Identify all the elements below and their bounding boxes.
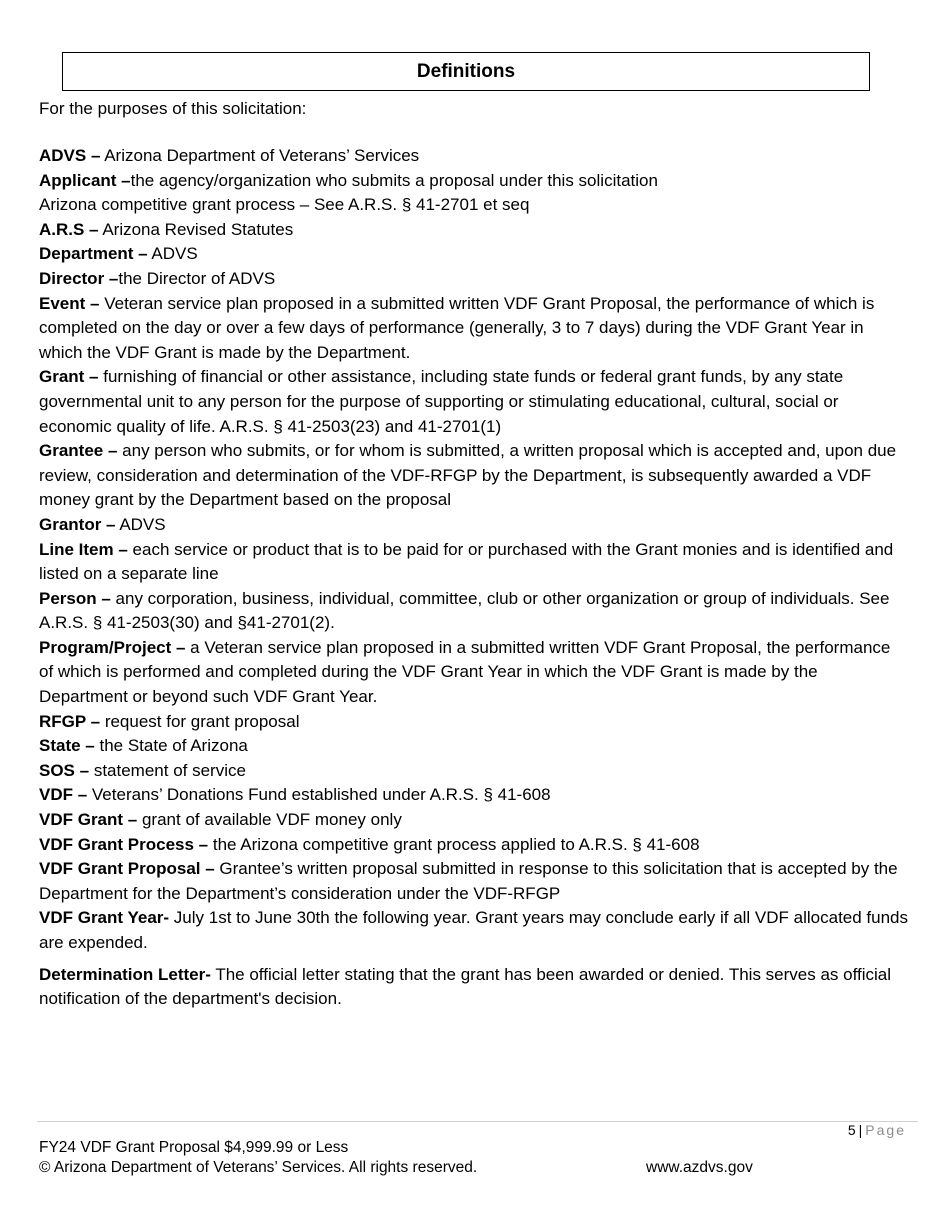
definition-text: grant of available VDF money only	[137, 810, 402, 830]
definition-item	[39, 808, 909, 833]
definition-text: The official letter stating that the grant has been awarded or denied. This serves as official notification of the department's decision.	[39, 964, 892, 1009]
definition-item	[39, 144, 909, 169]
definition-item	[39, 963, 909, 1012]
definition-term: VDF Grant Year-	[39, 908, 170, 928]
definition-text: Veterans’ Donations Fund established under A.R.S. § 41-608	[87, 785, 551, 805]
definition-term: Line Item –	[39, 539, 128, 559]
footer-divider	[37, 1121, 918, 1122]
definition-text: Arizona Department of Veterans’ Services	[100, 146, 420, 165]
definition-item	[39, 587, 909, 636]
definition-term: Grantee –	[39, 441, 118, 461]
definition-term: Event –	[39, 293, 100, 313]
definition-text: any person who submits, or for whom is submitted, a written proposal which is accepted and, upon due review, consideration and determination of the VDF-RFGP by the Department, is subsequently awarded a VDF money grant by the Department based on the proposal	[39, 441, 897, 510]
definition-text: July 1st to June 30th the following year. Grant years may conclude early if all VDF allocated funds are expended.	[39, 908, 909, 952]
page-number-separator: |	[858, 1122, 863, 1138]
definition-text: the agency/organization who submits a proposal under this solicitation	[130, 170, 658, 190]
definition-item	[39, 513, 909, 538]
definition-term: Grant –	[39, 367, 99, 387]
footer-doc-title: FY24 VDF Grant Proposal $4,999.99 or Less	[39, 1139, 349, 1156]
definition-term: SOS –	[39, 760, 90, 780]
definition-item	[39, 857, 909, 906]
definition-text: request for grant proposal	[100, 711, 300, 731]
definition-item	[39, 218, 909, 243]
definition-text: the State of Arizona	[94, 736, 248, 756]
definition-text: any corporation, business, individual, committee, club or other organization or group of individuals. See A.R.S. § 41-2503(30) and §41-2701(2).	[39, 588, 890, 633]
page-label: Page	[865, 1122, 906, 1138]
definition-text: Grantee’s written proposal submitted in response to this solicitation that is accepted by the Department for the Department’s consideration under the VDF-RFGP	[39, 859, 898, 903]
definition-text: a Veteran service plan proposed in a submitted written VDF Grant Proposal, the performance of which is performed and completed during the VDF Grant Year in which the VDF Grant is made by the Department or beyond such VDF Grant Year.	[39, 637, 891, 707]
intro-text: For the purposes of this solicitation:	[39, 99, 307, 118]
definition-text: statement of service	[89, 760, 246, 780]
definition-item	[39, 267, 909, 292]
definition-text: Arizona competitive grant process – See A.R.S. § 41-2701 et seq	[39, 195, 530, 215]
footer-copyright: © Arizona Department of Veterans’ Services. All rights reserved.	[39, 1159, 478, 1176]
definition-item	[39, 783, 909, 808]
definition-term: VDF Grant Proposal –	[39, 859, 215, 879]
definition-text: ADVS	[147, 244, 198, 264]
definition-text: ADVS	[115, 514, 166, 534]
definition-item	[39, 734, 909, 759]
definition-text: the Arizona competitive grant process applied to A.R.S. § 41-608	[208, 834, 700, 854]
definitions-list	[39, 144, 909, 1012]
definition-term: VDF Grant Process –	[39, 834, 209, 854]
definition-term: Person –	[39, 588, 111, 608]
definition-text: the Director of ADVS	[118, 268, 276, 288]
definition-term: VDF Grant –	[39, 810, 138, 830]
definition-item	[39, 193, 909, 218]
definition-item	[39, 292, 909, 366]
definition-term: State –	[39, 736, 95, 756]
page-number	[848, 1121, 906, 1139]
definition-item	[39, 833, 909, 858]
definition-item	[39, 710, 909, 735]
definition-item	[39, 365, 909, 439]
definition-text: each service or product that is to be paid for or purchased with the Grant monies and is identified and listed on a separate line	[39, 539, 894, 584]
definition-item	[39, 242, 909, 267]
definition-item	[39, 636, 909, 710]
definition-term: Grantor –	[39, 514, 116, 534]
definition-term: RFGP –	[39, 711, 101, 731]
definition-term: Applicant –	[39, 170, 131, 190]
definition-item	[39, 169, 909, 194]
definition-item	[39, 439, 909, 513]
definition-term: Department –	[39, 244, 148, 264]
section-title: Definitions	[62, 52, 870, 91]
definition-term: Director –	[39, 268, 119, 288]
definition-term: ADVS –	[39, 146, 101, 165]
definition-term: Program/Project –	[39, 637, 186, 657]
definition-text: Veteran service plan proposed in a submitted written VDF Grant Proposal, the performance of which is completed on the day or over a few days of performance (generally, 3 to 7 days) during the VDF Grant Year in which the VDF Grant is made by the Department.	[39, 293, 875, 362]
footer-url: www.azdvs.gov	[646, 1159, 753, 1176]
definition-item	[39, 906, 909, 955]
definition-term: A.R.S –	[39, 219, 99, 239]
page-number-value: 5	[847, 1122, 856, 1138]
definition-item	[39, 759, 909, 784]
definition-text: Arizona Revised Statutes	[98, 219, 294, 239]
definition-term: Determination Letter-	[39, 964, 211, 984]
definition-text: furnishing of financial or other assistance, including state funds or federal grant funds, by any state governmental unit to any person for the purpose of supporting or stimulating educational, cultural, social or economic quality of life. A.R.S. § 41-2503(23) and 41-2701(1)	[39, 367, 844, 436]
definition-item	[39, 538, 909, 587]
definition-term: VDF –	[39, 785, 88, 805]
